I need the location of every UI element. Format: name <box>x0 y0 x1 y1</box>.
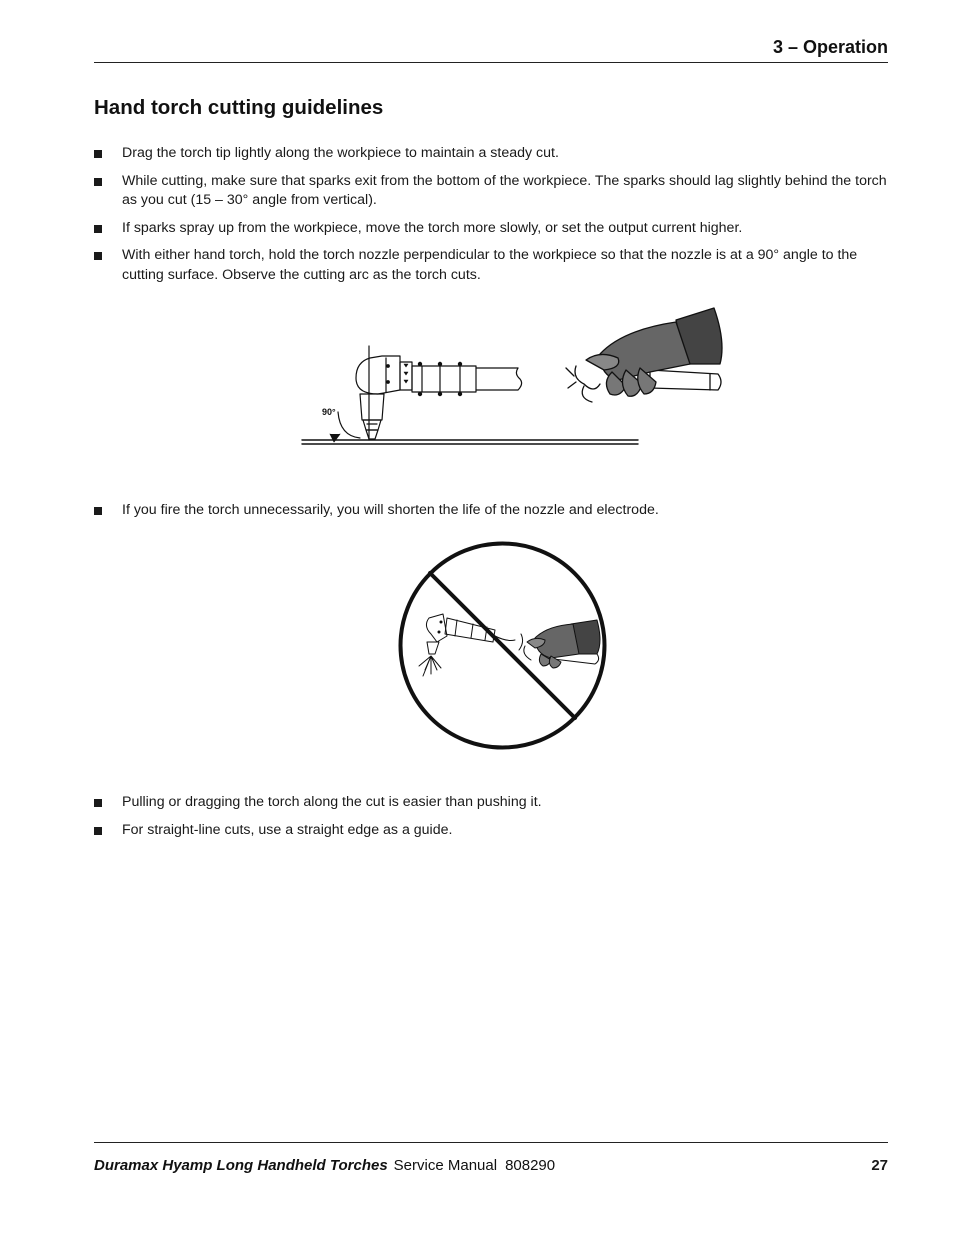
no-unnecessary-firing-illustration <box>395 538 610 753</box>
bullet-square-icon <box>94 827 102 835</box>
product-name: Duramax Hyamp Long Handheld Torches <box>94 1157 388 1174</box>
list-item-text: If you fire the torch unnecessarily, you will shorten the life of the nozzle and electrode. <box>122 502 659 518</box>
guideline-list-middle <box>94 501 888 521</box>
page-header <box>94 36 888 63</box>
list-item-text: While cutting, make sure that sparks exit from the bottom of the workpiece. The sparks should lag slightly behind the torch as you cut (15 – 30° angle from vertical). <box>122 172 887 208</box>
list-item <box>94 501 888 521</box>
list-item <box>94 219 888 239</box>
list-item-text: For straight-line cuts, use a straight edge as a guide. <box>122 821 453 838</box>
list-item-text: Pulling or dragging the torch along the cut is easier than pushing it. <box>122 794 542 810</box>
manual-type: Service Manual <box>393 1157 498 1174</box>
list-item-text: Drag the torch tip lightly along the workpiece to maintain a steady cut. <box>122 145 559 161</box>
section-title: 3 – Operation <box>772 37 888 57</box>
list-item <box>94 172 888 211</box>
guideline-list-bottom <box>94 793 888 840</box>
list-item <box>94 821 888 841</box>
list-item <box>94 793 888 813</box>
list-item <box>94 144 888 164</box>
page-title: Hand torch cutting guidelines <box>94 96 384 119</box>
guideline-list-top <box>94 144 888 285</box>
list-item-text: If sparks spray up from the workpiece, move the torch more slowly, or set the output current higher. <box>122 219 743 236</box>
bullet-square-icon <box>94 799 102 807</box>
list-item <box>94 246 888 285</box>
bullet-square-icon <box>94 507 102 515</box>
bullet-square-icon <box>94 150 102 158</box>
torch-perpendicular-illustration <box>300 302 726 448</box>
bullet-square-icon <box>94 252 102 260</box>
list-item-text: With either hand torch, hold the torch nozzle perpendicular to the workpiece so that the nozzle is at a 90° angle to the cutting surface. Observe the cutting arc as the torch cuts. <box>122 247 858 283</box>
bullet-square-icon <box>94 225 102 233</box>
page-footer <box>94 1142 888 1183</box>
bullet-square-icon <box>94 178 102 186</box>
footer-doc-info <box>94 1157 555 1174</box>
page-number: 27 <box>871 1157 888 1174</box>
angle-label: 90° <box>322 407 336 417</box>
part-number: 808290 <box>505 1157 556 1174</box>
